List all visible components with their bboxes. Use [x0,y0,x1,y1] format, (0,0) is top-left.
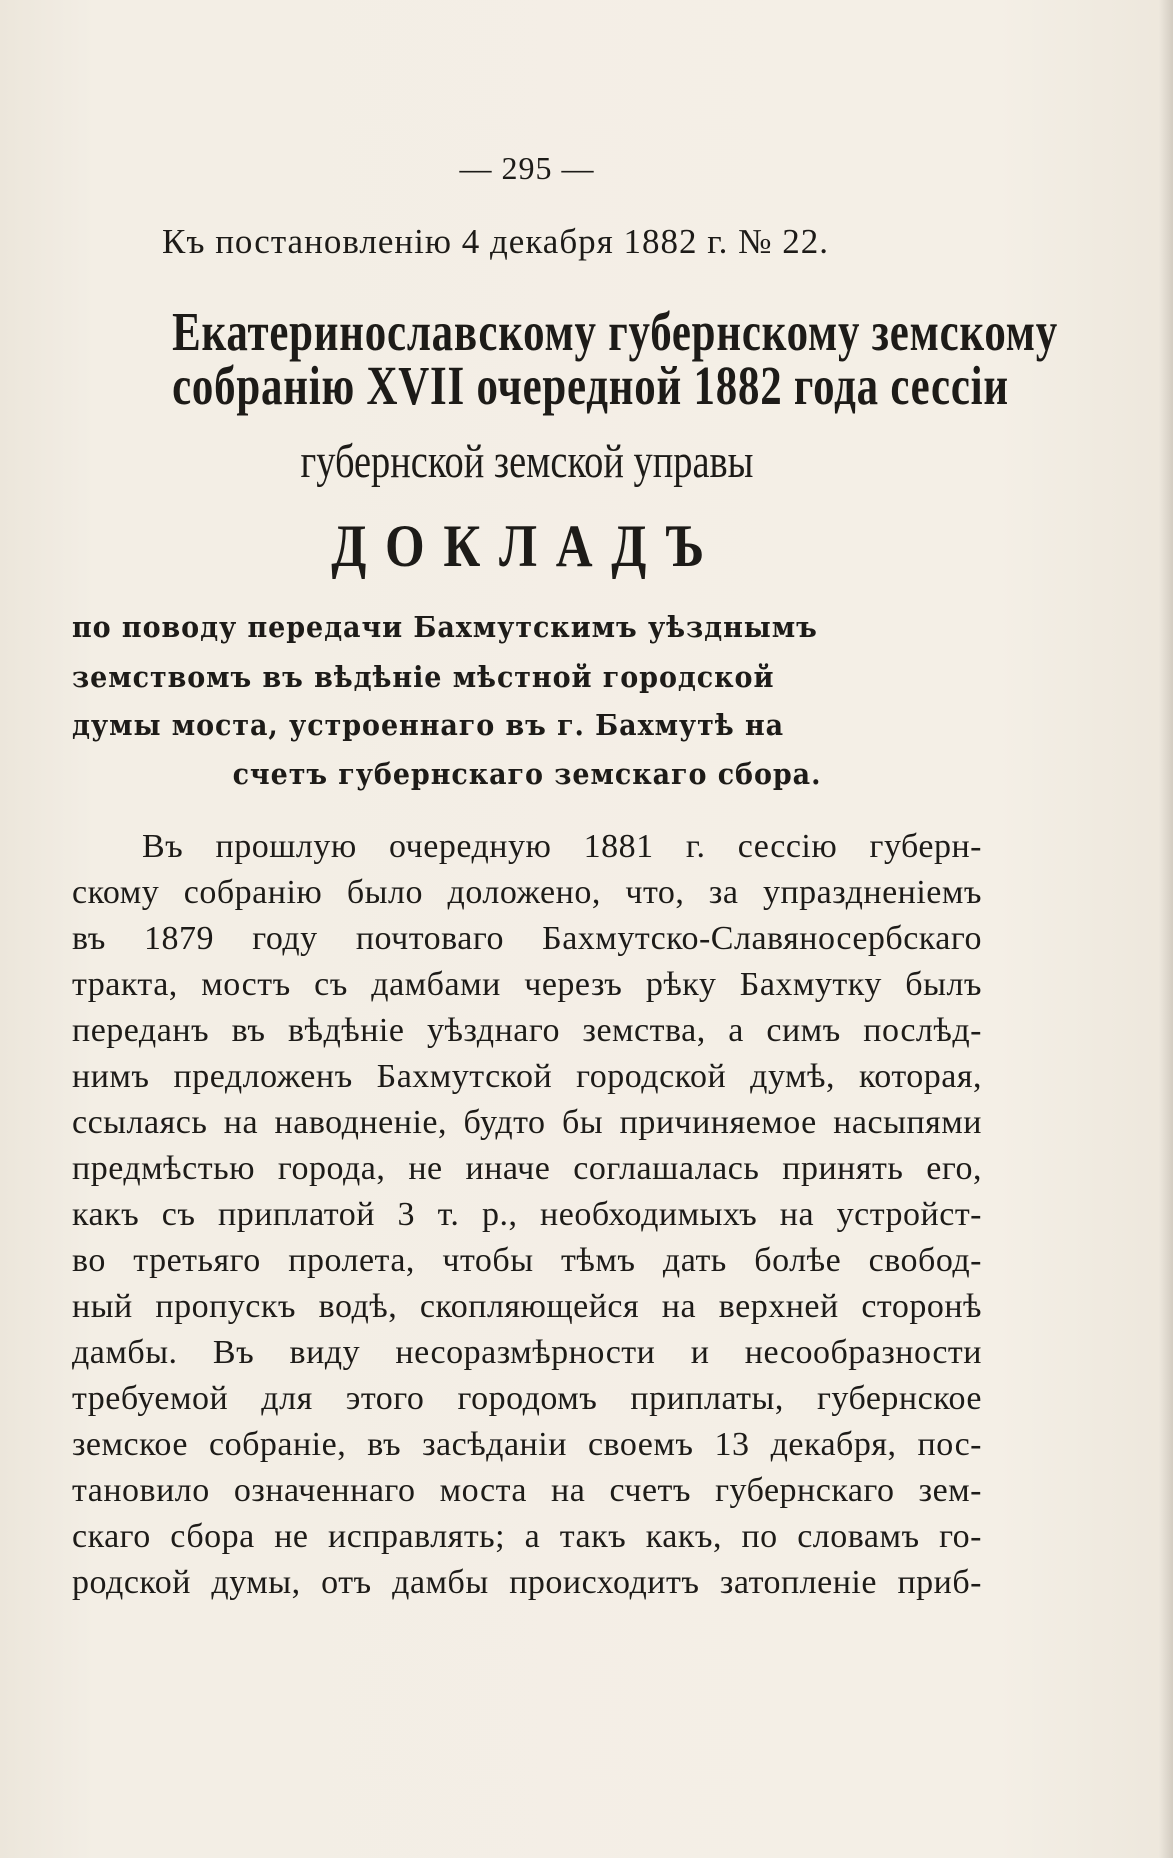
body-line: тракта, мостъ съ дамбами черезъ рѣку Бахмутку былъ [72,966,982,1003]
subject-line-4: счетъ губернскаго земскаго сбора. [232,757,822,791]
page-edge-shadow [1159,0,1173,1858]
body-line: скаго сбора не исправлять; а такъ какъ, по словамъ го- [72,1518,982,1555]
body-line: нимъ предложенъ Бахмутской городской думѣ, которая, [72,1058,982,1095]
body-line: переданъ въ вѣдѣніе уѣзднаго земства, а симъ послѣд- [72,1012,982,1049]
body-line: земское собраніе, въ засѣданіи своемъ 13 декабря, пос- [72,1426,982,1463]
body-line: какъ съ приплатой 3 т. р., необходимыхъ на устройст- [72,1196,982,1233]
body-line: во третьяго пролета, чтобы тѣмъ дать болѣе свобод- [72,1242,982,1279]
body-line: ный пропускъ водѣ, скопляющейся на верхней сторонѣ [72,1288,982,1325]
body-line: предмѣстью города, не иначе соглашалась принять его, [72,1150,982,1187]
body-line: Въ прошлую очередную 1881 г. сессію губерн- [142,828,982,865]
page-number: — 295 — [459,150,595,186]
body-line: тановило означеннаго моста на счетъ губернскаго зем- [72,1472,982,1509]
heading-line-1: Екатеринославскому губернскому земскому [172,301,1058,362]
resolution-reference: Къ постановленію 4 декабря 1882 г. № 22. [162,222,830,261]
body-line: родской думы, отъ дамбы происходитъ затопленіе приб- [72,1564,982,1601]
heading-line-2: собранію XVII очередной 1882 года сессіи [172,355,1009,416]
subject-line-2: земствомъ въ вѣдѣніе мѣстной городской [72,660,775,694]
body-line: скому собранію было доложено, что, за упраздненіемъ [72,874,982,911]
sub-heading: губернской земской управы [300,435,754,488]
body-line: дамбы. Въ виду несоразмѣрности и несообразности [72,1334,982,1371]
body-line: ссылаясь на наводненіе, будто бы причиняемое насыпями [72,1104,982,1141]
body-line: въ 1879 году почтоваго Бахмутско-Славяносербскаго [72,920,982,957]
subject-line-1: по поводу передачи Бахмутскимъ уѣзднымъ [72,610,818,644]
subject-line-3: думы моста, устроеннаго въ г. Бахмутѣ на [72,708,785,742]
body-line: требуемой для этого городомъ приплаты, губернское [72,1380,982,1417]
document-title: ДОКЛАДЪ [331,513,723,579]
